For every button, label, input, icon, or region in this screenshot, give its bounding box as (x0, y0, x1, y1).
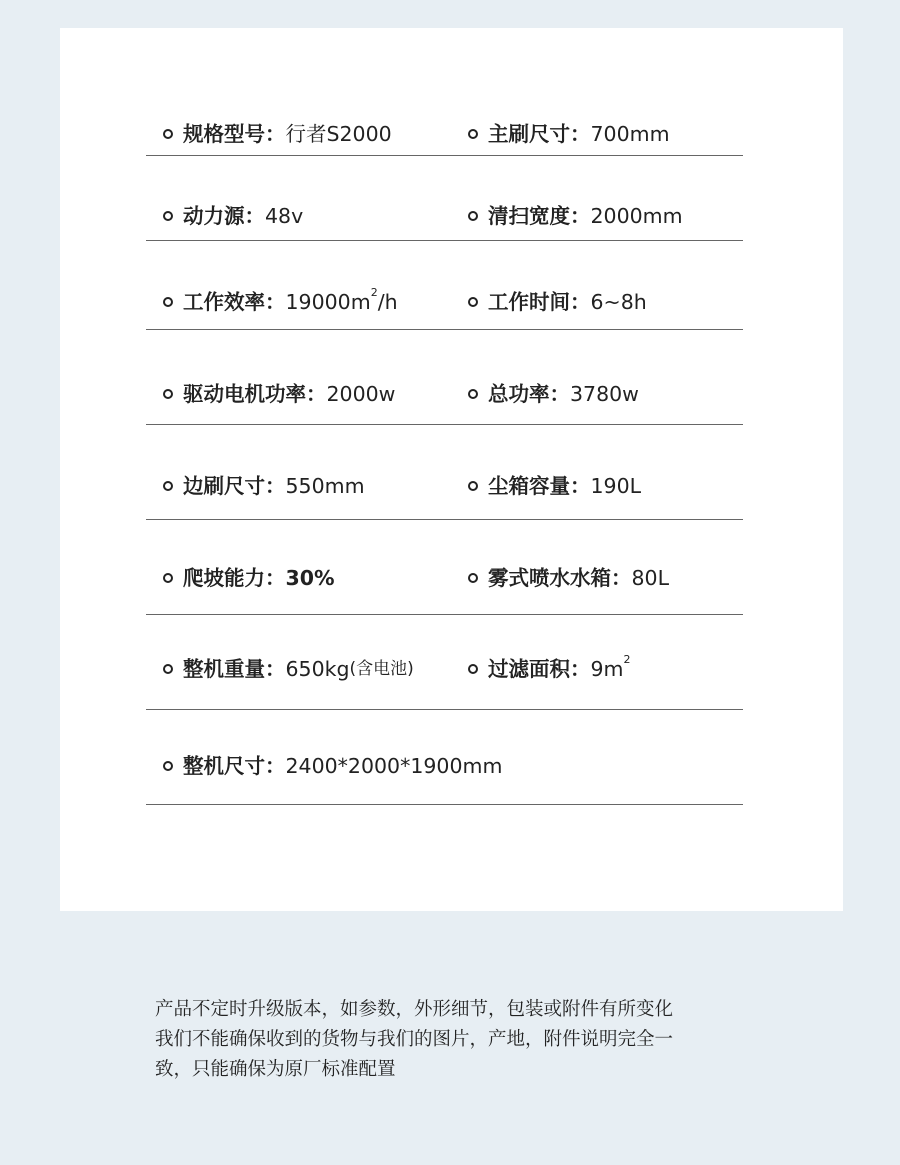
spec-efficiency (163, 288, 398, 316)
spec-value: 行者S2000 (285, 122, 392, 146)
bullet-icon (468, 297, 478, 307)
spec-value-note: (含电池) (349, 659, 414, 679)
spec-sweep-width (468, 202, 683, 230)
spec-value: 9m (590, 657, 624, 681)
spec-work-time (468, 288, 647, 316)
disclaimer-line: 产品不定时升级版本，如参数，外形细节，包装或附件有所变化 (155, 999, 674, 1020)
spec-label: 主刷尺寸： (488, 122, 591, 146)
spec-value-superscript: 2 (370, 286, 378, 299)
spec-power-source (163, 202, 303, 230)
bullet-icon (163, 481, 173, 491)
spec-label: 过滤面积： (488, 657, 591, 681)
spec-row (146, 752, 743, 805)
spec-row (146, 655, 743, 710)
spec-label: 工作时间： (488, 290, 591, 314)
bullet-icon (163, 129, 173, 139)
disclaimer-line: 致，只能确保为原厂标准配置 (155, 1059, 396, 1080)
disclaimer-note (155, 995, 755, 1085)
spec-label: 清扫宽度： (488, 204, 591, 228)
spec-weight (163, 655, 414, 683)
disclaimer-line: 我们不能确保收到的货物与我们的图片，产地，附件说明完全一 (155, 1029, 674, 1050)
spec-value: 30% (285, 566, 335, 590)
spec-value: 550mm (285, 474, 365, 498)
spec-label: 规格型号： (183, 122, 286, 146)
spec-row (146, 202, 743, 241)
spec-value: 650kg (285, 657, 350, 681)
spec-side-brush (163, 472, 365, 500)
spec-value: 190L (590, 474, 642, 498)
bullet-icon (468, 129, 478, 139)
spec-label: 驱动电机功率： (183, 382, 327, 406)
bullet-icon (163, 664, 173, 674)
spec-label: 总功率： (488, 382, 570, 406)
bullet-icon (163, 297, 173, 307)
spec-label: 动力源： (183, 204, 265, 228)
spec-main-brush (468, 120, 670, 148)
bullet-icon (468, 211, 478, 221)
spec-value-superscript: 2 (623, 653, 631, 666)
spec-row (146, 288, 743, 330)
bullet-icon (468, 664, 478, 674)
spec-dimensions (163, 752, 502, 780)
spec-value: 2400*2000*1900mm (285, 754, 503, 778)
spec-total-power (468, 380, 639, 408)
spec-label: 整机尺寸： (183, 754, 286, 778)
bullet-icon (163, 389, 173, 399)
spec-water-tank (468, 564, 669, 592)
spec-row (146, 120, 743, 156)
spec-label: 爬坡能力： (183, 566, 286, 590)
spec-value: 48v (265, 204, 304, 228)
spec-label: 尘箱容量： (488, 474, 591, 498)
spec-climbing (163, 564, 335, 592)
spec-value: 19000m (285, 290, 371, 314)
bullet-icon (468, 389, 478, 399)
bullet-icon (163, 573, 173, 583)
spec-value-unit: /h (377, 290, 398, 314)
spec-label: 雾式喷水水箱： (488, 566, 632, 590)
spec-value: 2000mm (590, 204, 683, 228)
spec-model (163, 120, 392, 148)
spec-label: 边刷尺寸： (183, 474, 286, 498)
spec-drive-motor-power (163, 380, 395, 408)
bullet-icon (163, 761, 173, 771)
bullet-icon (163, 211, 173, 221)
spec-label: 整机重量： (183, 657, 286, 681)
bullet-icon (468, 481, 478, 491)
spec-filter-area (468, 655, 631, 683)
spec-value: 3780w (570, 382, 639, 406)
spec-label: 工作效率： (183, 290, 286, 314)
bullet-icon (468, 573, 478, 583)
spec-dust-bin (468, 472, 641, 500)
spec-value: 700mm (590, 122, 670, 146)
spec-value: 80L (631, 566, 670, 590)
spec-row (146, 472, 743, 520)
spec-row (146, 380, 743, 425)
spec-value: 6~8h (590, 290, 647, 314)
spec-value: 2000w (326, 382, 396, 406)
spec-row (146, 564, 743, 615)
